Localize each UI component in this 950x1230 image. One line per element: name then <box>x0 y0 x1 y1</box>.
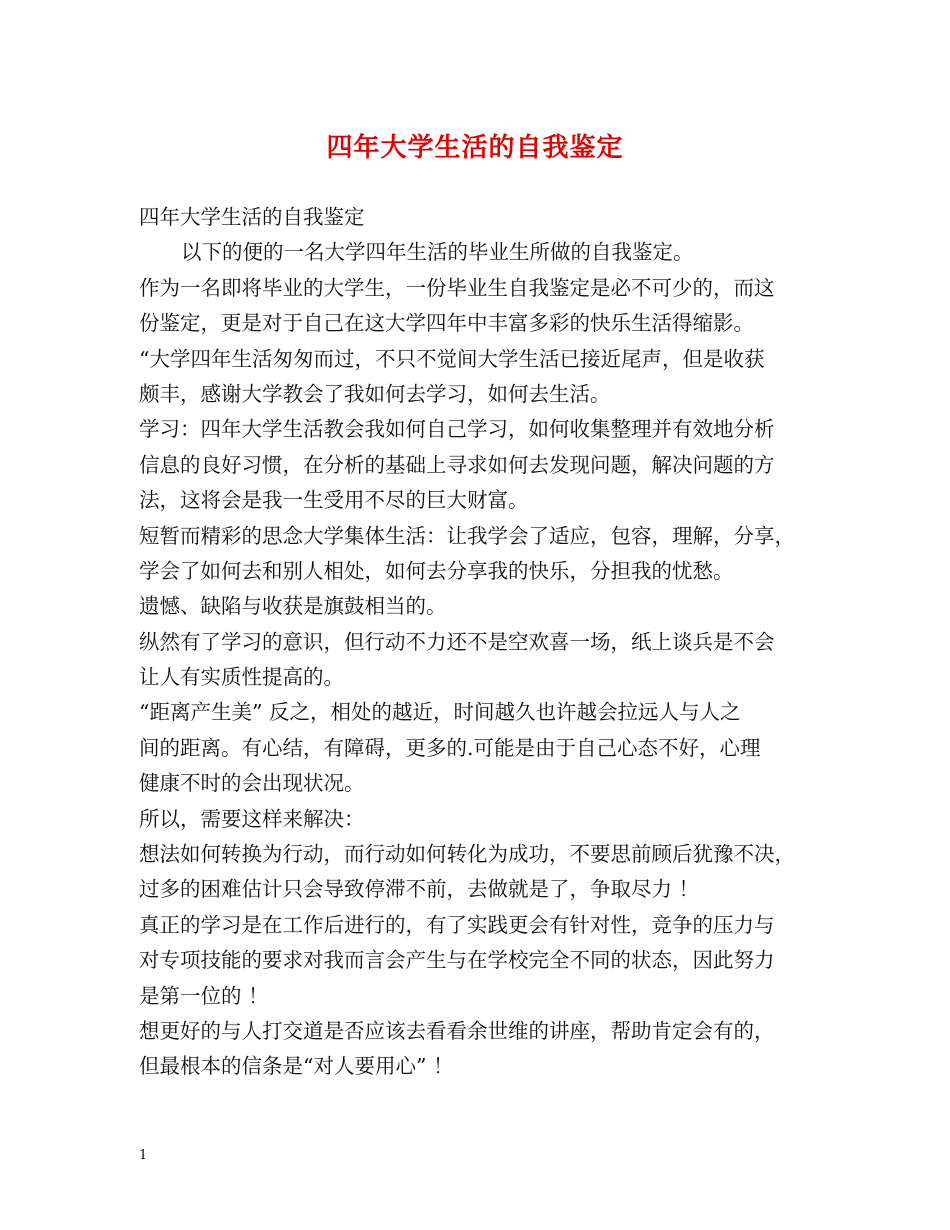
paragraph-line: 学习：四年大学生活教会我如何自己学习，如何收集整理并有效地分析 <box>139 417 775 442</box>
paragraph-line: 份鉴定，更是对于自己在这大学四年中丰富多彩的快乐生活得缩影。 <box>139 311 754 336</box>
paragraph-line: 法，这将会是我一生受用不尽的巨大财富。 <box>139 488 529 513</box>
paragraph-line: 颇丰，感谢大学教会了我如何去学习，如何去生活。 <box>139 381 611 406</box>
paragraph-line: 所以，需要这样来解决： <box>139 806 365 831</box>
paragraph-line: 四年大学生活的自我鉴定 <box>139 205 365 229</box>
paragraph-line: 让人有实质性提高的。 <box>139 665 344 690</box>
paragraph-line: 但最根本的信条是“对人要用心” ！ <box>139 1054 454 1079</box>
paragraph-line: 健康不时的会出现状况。 <box>139 771 365 796</box>
paragraph-line: 作为一名即将毕业的大学生，一份毕业生自我鉴定是必不可少的，而这 <box>139 275 775 300</box>
document-body <box>139 200 829 1085</box>
page-number: 1 <box>139 1148 148 1163</box>
paragraph-line: 是第一位的 ！ <box>139 983 269 1008</box>
paragraph-line: 纵然有了学习的意识，但行动不力还不是空欢喜一场，纸上谈兵是不会 <box>139 629 775 654</box>
paragraph-line: 对专项技能的要求对我而言会产生与在学校完全不同的状态，因此努力 <box>139 948 775 973</box>
paragraph-line: “大学四年生活匆匆而过，不只不觉间大学生活已接近尾声，但是收获 <box>139 346 765 371</box>
paragraph-line: 想法如何转换为行动，而行动如何转化为成功，不要思前顾后犹豫不决， <box>139 842 795 867</box>
paragraph-line: 间的距离。有心结，有障碍，更多的.可能是由于自己心态不好，心理 <box>139 735 761 760</box>
paragraph-line: 短暂而精彩的思念大学集体生活：让我学会了适应，包容，理解，分享， <box>139 523 795 548</box>
paragraph-line: 遗憾、缺陷与收获是旗鼓相当的。 <box>139 594 447 619</box>
document-title: 四年大学生活的自我鉴定 <box>326 133 624 163</box>
paragraph-line: “距离产生美” 反之，相处的越近，时间越久也许越会拉远人与人之 <box>139 700 741 725</box>
paragraph-line: 信息的良好习惯，在分析的基础上寻求如何去发现问题，解决问题的方 <box>139 452 775 477</box>
paragraph-line: 过多的困难估计只会导致停滞不前，去做就是了，争取尽力 ！ <box>139 877 700 902</box>
paragraph-line: 以下的便的一名大学四年生活的毕业生所做的自我鉴定。 <box>181 240 694 265</box>
paragraph-line: 学会了如何去和别人相处，如何去分享我的快乐，分担我的忧愁。 <box>139 558 734 583</box>
paragraph-line: 想更好的与人打交道是否应该去看看余世维的讲座，帮助肯定会有的， <box>139 1018 775 1043</box>
paragraph-line: 真正的学习是在工作后进行的，有了实践更会有针对性，竞争的压力与 <box>139 912 775 937</box>
